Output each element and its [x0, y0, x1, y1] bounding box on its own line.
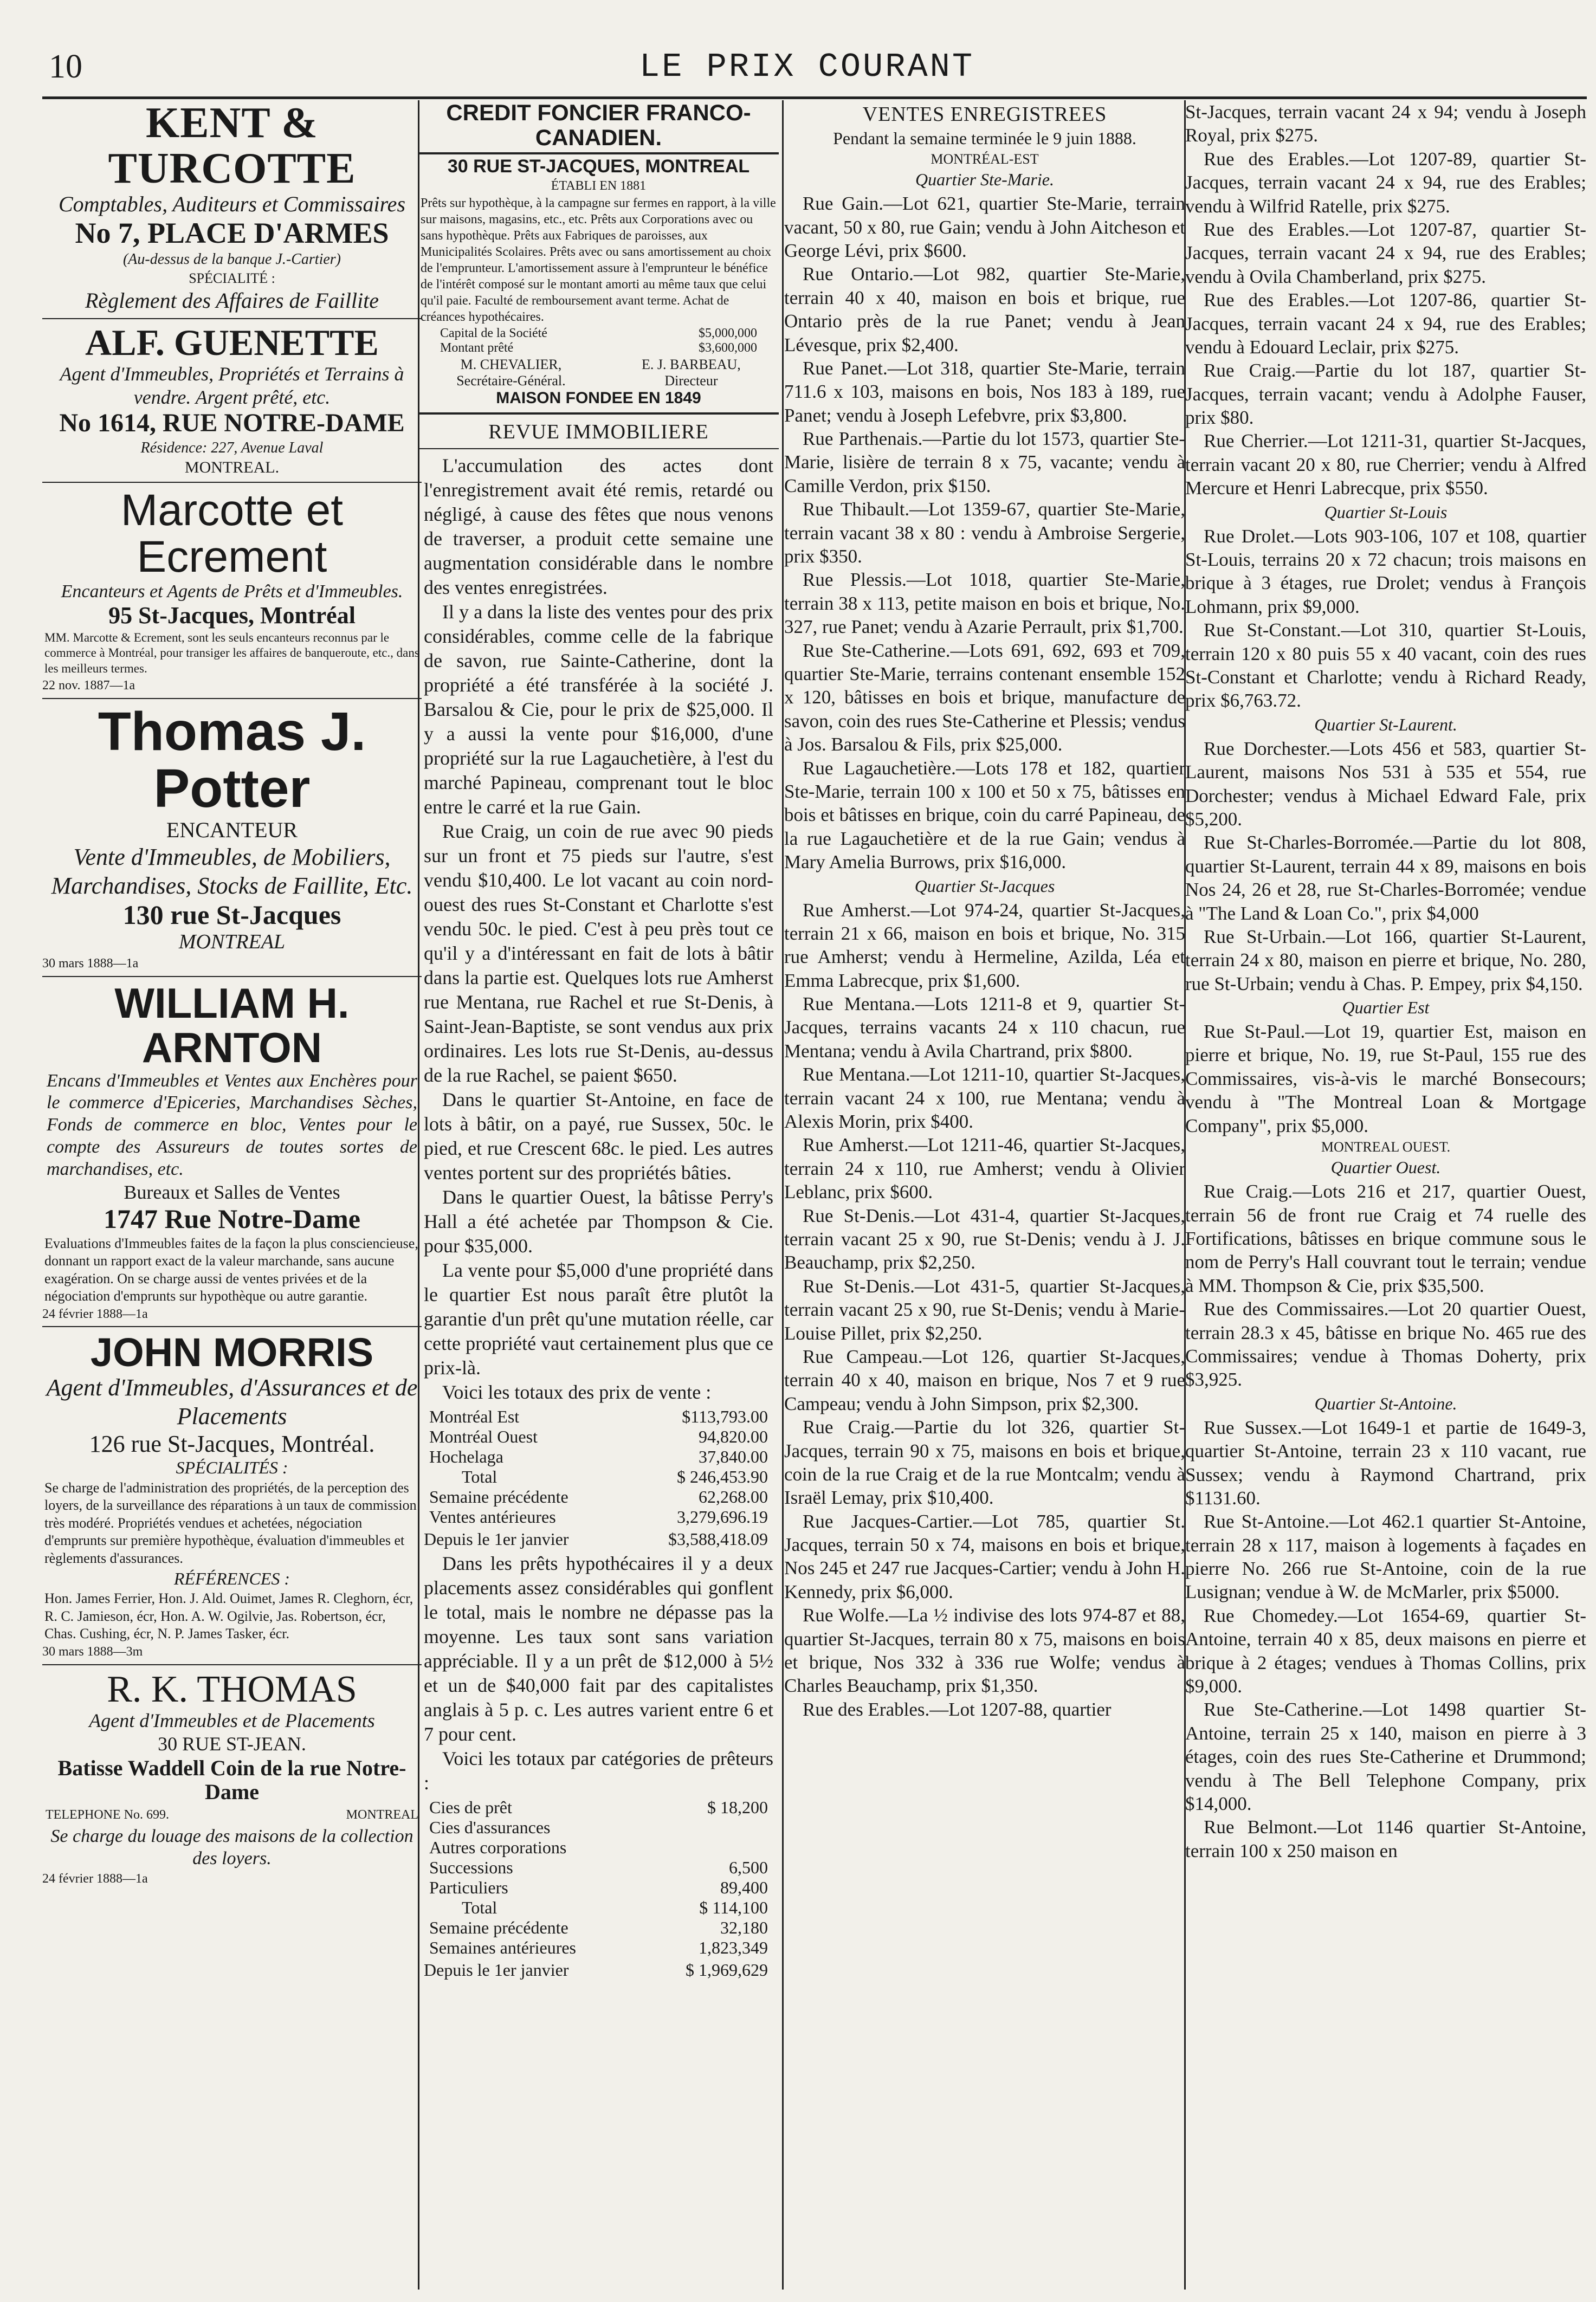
sale-entry: Rue Ste-Catherine.—Lot 1498 quartier St-Antoine, terrain 25 x 140, maison en pierre à 3 étages, coin des rues Ste-Catherine et Drummond; vendu à The Bell Telephone Company, prix $14,000.	[1185, 1699, 1586, 1814]
row-value: 32,180	[720, 1917, 768, 1937]
ad-capital-table	[440, 326, 757, 355]
table-row	[429, 1487, 768, 1507]
signature-1-role: Secrétaire-Général.	[456, 372, 566, 389]
row-value: 3,279,696.19	[677, 1506, 768, 1527]
sale-entry: Rue Amherst.—Lot 974-24, quartier St-Jacques, terrain 21 x 66, maison en bois et brique, No. 315 rue Amherst; vendu à Hermeline, Azilda, Léa et Emma Labrecque, prix $1,600.	[784, 899, 1185, 991]
row-label: Hochelaga	[429, 1446, 503, 1466]
ad-building: Batisse Waddell Coin de la rue Notre-Dame	[57, 1755, 406, 1804]
divider	[418, 448, 779, 449]
ward-heading: Quartier St-Antoine.	[1314, 1393, 1457, 1413]
divider	[42, 1326, 422, 1327]
ad-marcotte-ecrement	[42, 487, 422, 693]
ward-heading: Quartier Est	[1342, 998, 1430, 1018]
row-value: $ 114,100	[699, 1897, 768, 1917]
lenders-totals-table	[429, 1797, 768, 1958]
sale-entry: Rue Craig.—Lots 216 et 217, quartier Ouest, terrain 56 de front rue Craig et 74 ruelle des Fortifications, bâtisses en brique commune sous le nom de Perry's Hall couvrant tout le terrain; vendue à MM. Thompson & Cie, prix $35,500.	[1185, 1181, 1586, 1296]
sale-entry: Rue St-Antoine.—Lot 462.1 quartier St-Antoine, terrain 28 x 117, maison à logements à façades en pierre No. 266 rue St-Antoine, coin de la rue Lusignan; vendue à W. de McMarler, prix $5000.	[1185, 1511, 1586, 1603]
sale-entry: Rue Mentana.—Lots 1211-8 et 9, quartier St-Jacques, terrains vacants 24 x 110 chacun, rue Mentana; vendu à Avila Chartrand, prix $800.	[784, 993, 1185, 1062]
sale-entry: Rue des Erables.—Lot 1207-87, quartier St-Jacques, terrain vacant 24 x 94, rue des Erables; vendu à Ovila Chamberland, prix $275.	[1185, 218, 1586, 287]
newspaper-title: LE PRIX COURANT	[639, 48, 975, 86]
ad-references-label: RÉFÉRENCES :	[173, 1569, 290, 1589]
article-title: REVUE IMMOBILIERE	[488, 420, 709, 443]
ad-address: 130 rue St-Jacques	[122, 900, 341, 930]
revue-column	[418, 100, 779, 1982]
ad-name: Thomas J. Potter	[98, 701, 366, 819]
district-heading: MONTREAL OUEST.	[1321, 1139, 1451, 1155]
table-row	[429, 1878, 768, 1898]
sale-entry: St-Jacques, terrain vacant 24 x 94; vendu à Joseph Royal, prix $275.	[1185, 101, 1586, 146]
ad-telephone: TELEPHONE No. 699.	[46, 1807, 169, 1822]
row-label: Semaine précédente	[429, 1486, 568, 1506]
row-label: Semaines antérieures	[429, 1937, 576, 1957]
sale-entry: Rue Plessis.—Lot 1018, quartier Ste-Marie, terrain 38 x 113, petite maison en bois et brique, No. 327, rue Panet; vendu à Azarie Perrault, prix $1,700.	[784, 569, 1185, 638]
ad-credit-foncier	[418, 100, 779, 407]
divider	[42, 482, 422, 483]
sale-entry: Rue St-Denis.—Lot 431-4, quartier St-Jacques, terrain vacant 25 x 90, rue St-Denis; vendu à J. J. Beauchamp, prix $2,250.	[784, 1205, 1185, 1273]
ward-heading: Quartier St-Laurent.	[1314, 714, 1457, 734]
sale-entry: Rue Belmont.—Lot 1146 quartier St-Antoine, terrain 100 x 250 maison en	[1185, 1816, 1586, 1861]
ad-speciality: Règlement des Affaires de Faillite	[85, 288, 379, 313]
ward-heading: Quartier St-Louis	[1324, 502, 1448, 522]
sale-entry: Rue Thibault.—Lot 1359-67, quartier Ste-Marie, terrain vacant 38 x 80 : vendu à Ambroise Sergerie, prix $350.	[784, 499, 1185, 567]
article-paragraph: Il y a dans la liste des ventes pour des prix considérables, comme celle de la fabrique de savon, rue Sainte-Catherine, dont la propriété a été transférée à la société J. Barsalou & Cie, pour le prix de $25,000. Il y a aussi la vente pour $16,000, d'une propriété sur la rue Lagauchetière, à l'est du marché Papineau, comprenant tout le bloc entre le carré et la rue Gain.	[424, 600, 773, 818]
row-label: Particuliers	[429, 1877, 508, 1897]
row-label: Autres corporations	[429, 1837, 567, 1857]
row-label: Montréal Est	[429, 1406, 520, 1426]
article-paragraph: Dans le quartier St-Antoine, en face de lots à bâtir, on a payé, rue Sussex, 50c. le pied, et rue Crescent 68c. le pied. Les autres ventes portent sur des propriétés bâties.	[424, 1088, 773, 1184]
row-label: Ventes antérieures	[429, 1506, 556, 1527]
ad-subtitle: Agent d'Immeubles, d'Assurances et de Placements	[46, 1374, 418, 1430]
ad-body: Evaluations d'Immeubles faites de la façon la plus consciencieuse, donnant un rapport exact de la valeur marchande, sans aucune exagération. On se charge aussi de ventes privées et de la négociation d'emprunts sur hypothèque ou autre garantie.	[44, 1235, 418, 1304]
row-label: Montréal Ouest	[429, 1426, 538, 1446]
article-paragraph: Dans les prêts hypothécaires il y a deux placements assez considérables qui gonflent le total, mais le nombre ne dépasse pas la moyenne. Les taux sont sans variation appréciable. Il y a un prêt de $12,000 à 5½ et un de $40,000 fait par des capitalistes anglais à 5 p. c. Les autres varient entre 6 et 7 pour cent.	[424, 1552, 773, 1745]
sales-list	[1185, 1416, 1586, 1863]
ad-address: 95 St-Jacques, Montréal	[108, 602, 356, 629]
ad-william-arnton	[42, 981, 422, 1322]
divider	[42, 698, 422, 699]
ad-thomas-potter	[42, 703, 422, 972]
table-row	[429, 1938, 768, 1958]
table-row	[429, 1818, 768, 1838]
sale-entry: Rue Ste-Catherine.—Lots 691, 692, 693 et 709, quartier Ste-Marie, terrains contenant ensemble 152 x 120, bâtisses en bois et brique, manufacture de savon, coin des rues Ste-Catherine et Plessis; vendus à Jos. Barsalou & Fils, prix $25,000.	[784, 639, 1185, 755]
ad-contact-row	[46, 1806, 418, 1824]
signature-1: M. CHEVALIER,	[460, 356, 562, 372]
row-value: 6,500	[729, 1857, 768, 1877]
ad-address: No 1614, RUE NOTRE-DAME	[59, 408, 405, 437]
ad-note: (Au-dessus de la banque J.-Cartier)	[122, 251, 341, 268]
table-row	[429, 1507, 768, 1527]
ad-body: Se charge du louage des maisons de la collection des loyers.	[50, 1826, 413, 1869]
ad-subtitle: Vente d'Immeubles, de Mobiliers, Marchandises, Stocks de Faillite, Etc.	[51, 843, 413, 899]
row-value: $ 18,200	[707, 1797, 768, 1817]
ad-body: MM. Marcotte & Ecrement, sont les seuls encanteurs reconnus par le commerce à Montréal, pour transiger les affaires de banqueroute, etc., dans les meilleurs termes.	[44, 630, 419, 676]
ad-date: 24 février 1888—1a	[42, 1307, 148, 1321]
row-label: Depuis le 1er janvier	[424, 1529, 569, 1549]
sale-entry: Rue Panet.—Lot 318, quartier Ste-Marie, terrain 711.6 x 103, maisons en bois, Nos 183 à 189, rue Panet; vendu à Joseph Lefebvre, prix $3,800.	[784, 357, 1185, 426]
sales-column	[784, 100, 1185, 1721]
sale-entry: Rue Cherrier.—Lot 1211-31, quartier St-Jacques, terrain vacant 20 x 80, rue Cherrier; vendu à Alfred Mercure et Henri Labrecque, prix $550.	[1185, 430, 1586, 499]
table-row	[429, 1898, 768, 1918]
article-paragraph: Rue Craig, un coin de rue avec 90 pieds sur un front et 75 pieds sur l'autre, s'est vendu $10,400. Le lot vacant au coin nord-ouest des rues St-Constant et Charlotte s'est vendu 50c. le pied. C'est à peu près tout ce qu'il y a d'intéressant en fait de lots à bâtir dans la partie est. Quelques lots rue Amherst rue Mentana, rue Rachel et rue St-Denis, à Saint-Jean-Baptiste, se sont vendus aux prix ordinaires. Les lots rue St-Denis, au-dessus de la rue Rachel, se paient $650.	[424, 820, 773, 1086]
ad-role: ENCANTEUR	[166, 817, 298, 842]
row-value: $ 1,969,629	[686, 1960, 768, 1980]
row-value: 62,268.00	[699, 1486, 768, 1506]
ad-subtitle: Encans d'Immeubles et Ventes aux Enchères pour le commerce d'Epiceries, Marchandises Sèches, Fonds de commerce en bloc, Ventes pour le compte des Assureurs de toutes sortes de marchandises, etc.	[47, 1070, 417, 1179]
ad-subtitle: Comptables, Auditeurs et Commissaires	[58, 192, 406, 216]
ad-city: MONTREAL	[178, 930, 286, 954]
ad-references: Hon. James Ferrier, Hon. J. Ald. Ouimet, James R. Cleghorn, écr, R. C. Jamieson, écr, Hon. A. W. Ogilvie, Jas. Robertson, écr, Chas. Cushing, écr, N. P. James Tasker, écr.	[44, 1590, 413, 1642]
page-number: 10	[49, 48, 82, 85]
row-label: Cies d'assurances	[429, 1817, 551, 1837]
row-value: $ 246,453.90	[677, 1466, 768, 1486]
ad-address: 1747 Rue Notre-Dame	[104, 1203, 360, 1234]
ad-guenette	[42, 324, 422, 477]
district-heading: MONTRÉAL-EST	[931, 151, 1039, 167]
sale-entry: Rue St-Charles-Borromée.—Partie du lot 808, quartier St-Laurent, terrain 44 x 89, maisons en bois Nos 24, 26 et 28, rue St-Charles-Borromée; vendue à "The Land & Loan Co.", prix $4,000	[1185, 832, 1586, 924]
ad-name: Marcotte et Ecrement	[120, 486, 344, 582]
ad-founded: MAISON FONDEE EN 1849	[496, 389, 701, 407]
sale-entry: Rue Gain.—Lot 621, quartier Ste-Marie, terrain vacant, 50 x 80, rue Gain; vendu à John Aitcheson et George Lévi, prix $600.	[784, 193, 1185, 261]
ad-signatures	[418, 357, 779, 389]
ad-body: Prêts sur hypothèque, à la campagne sur fermes en rapport, à la ville sur maisons, magasins, etc., etc. Prêts aux Corporations avec ou sans hypothèque. Prêts aux Fabriques de paroisses, aux Municipalités Scolaires. Prêts avec ou sans amortissement au choix de l'emprunteur. L'amortissement assure à l'emprunteur le bénéfice de l'intérêt composé sur le montant amorti au même taux que celui qu'il paie. Faculté de remboursement avant terme. Achat de créances hypothécaires.	[421, 196, 776, 324]
sale-entry: Rue St-Urbain.—Lot 166, quartier St-Laurent, terrain 24 x 80, maison en pierre et brique, No. 280, rue St-Urbain; vendu à Chas. P. Empey, prix $4,150.	[1185, 926, 1586, 994]
ad-speciality-label: SPÉCIALITÉ :	[189, 270, 275, 286]
ad-body: Se charge de l'administration des propriétés, de la perception des loyers, de la surveillance des réparations à un taux de commission très modéré. Propriétés vendues et achetées, négociation d'emprunts sur première hypothèque, évaluation d'immeubles et règlements d'assurances.	[44, 1479, 417, 1566]
sale-entry: Rue Craig.—Partie du lot 187, quartier St-Jacques, terrain vacant; vendu à Adolphe Fauser, prix $80.	[1185, 360, 1586, 429]
sale-entry: Rue Amherst.—Lot 1211-46, quartier St-Jacques, terrain 24 x 110, rue Amherst; vendu à Olivier Leblanc, prix $600.	[784, 1134, 1185, 1203]
ad-name: ALF. GUENETTE	[85, 322, 379, 364]
ad-speciality-label: SPÉCIALITÉS :	[176, 1458, 288, 1478]
ad-name: WILLIAM H. ARNTON	[114, 979, 350, 1071]
table-row	[429, 1447, 768, 1467]
sales-list	[1185, 100, 1586, 500]
sale-entry: Rue des Erables.—Lot 1207-88, quartier	[803, 1698, 1112, 1720]
table-row	[429, 1427, 768, 1447]
row-label: Total	[462, 1466, 497, 1486]
table-row	[429, 1797, 768, 1818]
sale-entry: Rue St-Denis.—Lot 431-5, quartier St-Jacques, terrain vacant 25 x 90, rue St-Denis; vendu à Marie-Louise Pillet, prix $2,250.	[784, 1275, 1185, 1344]
divider	[42, 976, 422, 977]
lenders-total-year	[424, 1960, 768, 1980]
sale-entry: Rue Jacques-Cartier.—Lot 785, quartier St. Jacques, terrain 50 x 74, maisons en bois et brique, Nos 245 et 247 rue Jacques-Cartier; vendu à John H. Kennedy, prix $6,000.	[784, 1510, 1185, 1602]
sale-entry: Rue Campeau.—Lot 126, quartier St-Jacques, terrain 40 x 40, maison en brique, Nos 7 et 9 rue Campeau; vendu à John Simpson, prix $2,300.	[784, 1346, 1185, 1414]
paid-label: Montant prêté	[440, 340, 514, 355]
sale-entry: Rue Chomedey.—Lot 1654-69, quartier St-Antoine, terrain 40 x 85, deux maisons en pierre et brique à 2 étages; vendues à Thomas Collins, prix $9,000.	[1185, 1605, 1586, 1697]
column-rule-2	[782, 100, 784, 2290]
sales-column-continued	[1185, 100, 1586, 1863]
sale-entry: Rue des Commissaires.—Lot 20 quartier Ouest, terrain 28.3 x 45, bâtisse en brique No. 465 rue des Commissaires; vendue à Thomas Doherty, prix $3,925.	[1185, 1298, 1586, 1391]
sale-entry: Rue Wolfe.—La ½ indivise des lots 974-87 et 88, quartier St-Jacques, terrain 80 x 75, maisons en bois et brique, Nos 332 à 336 rue Wolfe; vendus à Charles Beauchamp, prix $1,350.	[784, 1605, 1185, 1697]
paid-value: $3,600,000	[699, 340, 757, 355]
ad-name: CREDIT FONCIER FRANCO-CANADIEN.	[446, 100, 751, 151]
row-value: $3,588,418.09	[668, 1529, 768, 1549]
table-row	[429, 1858, 768, 1878]
row-value: $113,793.00	[682, 1406, 768, 1426]
row-label: Semaine précédente	[429, 1917, 568, 1937]
ad-subtitle: Agent d'Immeubles, Propriétés et Terrains à vendre. Argent prêté, etc.	[60, 363, 404, 408]
table-row	[429, 1838, 768, 1858]
row-value: 94,820.00	[699, 1426, 768, 1446]
sale-entry: Rue St-Constant.—Lot 310, quartier St-Louis, terrain 120 x 80 puis 55 x 40 vacant, coin des rues St-Constant et Charlotte; vendu à Richard Ready, prix $6,763.72.	[1185, 619, 1586, 712]
article-paragraph: Voici les totaux par catégories de prêteurs :	[424, 1747, 773, 1794]
page-header	[0, 0, 1596, 98]
ad-date: 30 mars 1888—3m	[42, 1644, 143, 1659]
signature-2: E. J. BARBEAU,	[642, 356, 741, 372]
ad-name: JOHN MORRIS	[90, 1330, 374, 1375]
sale-entry: Rue Ontario.—Lot 982, quartier Ste-Marie, terrain 40 x 40, maison en bois et brique, rue Ontario près de la rue Panet; vendu à Jean Lévesque, prix $2,400.	[784, 263, 1185, 355]
ad-subtitle: Agent d'Immeubles et de Placements	[89, 1710, 375, 1732]
ad-address: 30 RUE ST-JEAN.	[158, 1733, 306, 1755]
ad-name: R. K. THOMAS	[107, 1668, 357, 1710]
row-label: Successions	[429, 1857, 513, 1877]
sale-entry: Rue Lagauchetière.—Lots 178 et 182, quartier Ste-Marie, terrain 100 x 100 et 50 x 75, bâtisses en bois et bâtisses en brique, coin du carré Papineau, de la rue Lagauchetière et de la rue Gain; vendus à Mary Amelia Burrows, prix $16,000.	[784, 757, 1185, 873]
ad-bureau: Bureaux et Salles de Ventes	[124, 1181, 340, 1203]
sales-totals-table	[429, 1407, 768, 1527]
divider	[418, 152, 779, 154]
ad-name: KENT & TURCOTTE	[108, 100, 356, 192]
sales-list	[1185, 525, 1586, 713]
divider	[42, 318, 422, 319]
sales-total-year	[424, 1529, 768, 1549]
ad-residence: Résidence: 227, Avenue Laval	[140, 439, 324, 456]
ad-city: MONTREAL.	[184, 458, 280, 477]
ad-john-morris	[42, 1331, 422, 1659]
ad-kent-turcotte	[42, 100, 422, 314]
section-title: VENTES ENREGISTREES	[862, 103, 1107, 126]
sale-entry: Rue Parthenais.—Partie du lot 1573, quartier Ste-Marie, lisière de terrain 8 x 75, vacante; vendu à Camille Verdon, prix $150.	[784, 428, 1185, 496]
table-row	[429, 1918, 768, 1938]
article-paragraph: Voici les totaux des prix de vente :	[442, 1381, 712, 1403]
table-row	[429, 1407, 768, 1427]
sales-list	[1185, 1020, 1586, 1137]
article-body	[424, 454, 773, 1405]
sale-entry: Rue des Erables.—Lot 1207-86, quartier St-Jacques, terrain vacant 24 x 94, rue des Erables; vendu à Edouard Leclair, prix $275.	[1185, 289, 1586, 358]
sale-entry: Rue Craig.—Partie du lot 326, quartier St-Jacques, terrain 90 x 75, maisons en bois et brique, coin de la rue Craig et de la rue Montcalm; vendu à Israël Lemay, prix $10,400.	[784, 1417, 1185, 1509]
ad-established: ÉTABLI EN 1881	[551, 178, 647, 193]
sales-list	[784, 192, 1185, 874]
ad-subtitle: Encanteurs et Agents de Prêts et d'Immeubles.	[61, 581, 403, 602]
sale-entry: Rue Mentana.—Lot 1211-10, quartier St-Jacques, terrain vacant 24 x 100, rue Mentana; vendu à Alexis Morin, prix $400.	[784, 1064, 1185, 1133]
row-label: Depuis le 1er janvier	[424, 1960, 569, 1980]
capital-label: Capital de la Société	[440, 326, 547, 340]
article-paragraph: Dans le quartier Ouest, la bâtisse Perry's Hall a été achetée par Thompson & Cie. pour $35,000.	[424, 1186, 773, 1257]
divider	[418, 412, 779, 415]
ad-city: MONTREAL	[346, 1807, 418, 1822]
sales-list	[1185, 737, 1586, 995]
ad-date: 22 nov. 1887—1a	[42, 678, 135, 693]
row-label: Cies de prêt	[429, 1797, 512, 1817]
sales-list	[1185, 1180, 1586, 1392]
table-row	[429, 1467, 768, 1487]
advertisements-column	[42, 100, 422, 1888]
row-label: Total	[462, 1897, 497, 1917]
sales-list	[784, 898, 1185, 1722]
ad-address: 30 RUE ST-JACQUES, MONTREAL	[447, 156, 750, 177]
ward-heading: Quartier Ouest.	[1330, 1158, 1441, 1178]
row-value: 89,400	[720, 1877, 768, 1897]
section-intro: Pendant la semaine terminée le 9 juin 1888.	[833, 128, 1136, 148]
signature-2-role: Directeur	[664, 372, 718, 389]
ad-rk-thomas	[42, 1670, 422, 1887]
row-value: 37,840.00	[699, 1446, 768, 1466]
ad-date: 24 février 1888—1a	[42, 1872, 148, 1886]
ward-heading: Quartier St-Jacques	[914, 876, 1055, 896]
capital-value: $5,000,000	[699, 326, 757, 340]
sale-entry: Rue Dorchester.—Lots 456 et 583, quartier St-Laurent, maisons Nos 531 à 535 et 554, rue Dorchester; vendus à Michael Edward Fale, prix $5,200.	[1185, 738, 1586, 830]
ward-heading: Quartier Ste-Marie.	[915, 170, 1054, 190]
sale-entry: Rue Sussex.—Lot 1649-1 et partie de 1649-3, quartier St-Antoine, terrain 23 x 110 vacant, rue Sussex; vendu à Raymond Chartrand, prix $1131.60.	[1185, 1417, 1586, 1509]
article-body-2	[424, 1551, 773, 1795]
sale-entry: Rue des Erables.—Lot 1207-89, quartier St-Jacques, terrain vacant 24 x 94, rue des Erables; vendu à Wilfrid Ratelle, prix $275.	[1185, 148, 1586, 217]
article-paragraph: L'accumulation des actes dont l'enregistrement avait été remis, retardé ou négligé, à cause des fêtes que nous venons de traverser, a produit cette semaine une augmentation considérable dans le nombre des ventes enregistrées.	[424, 454, 773, 598]
divider	[42, 1664, 422, 1665]
sale-entry: Rue Drolet.—Lots 903-106, 107 et 108, quartier St-Louis, terrains 20 x 72 chacun; trois maisons en brique à 3 étages, rue Drolet; vendus à François Lohmann, prix $9,000.	[1185, 525, 1586, 617]
ad-address: 126 rue St-Jacques, Montréal.	[89, 1430, 375, 1457]
sale-entry: Rue St-Paul.—Lot 19, quartier Est, maison en pierre et brique, No. 19, rue St-Paul, 155 rue des Commissaires, vis-à-vis le marché Bonsecours; vendu à "The Montreal Loan & Mortgage Company", prix $5,000.	[1185, 1021, 1586, 1136]
ad-address: No 7, PLACE D'ARMES	[75, 217, 389, 249]
ad-date: 30 mars 1888—1a	[42, 956, 139, 971]
article-paragraph: La vente pour $5,000 d'une propriété dans le quartier Est nous paraît être plutôt la garantie d'un prêt qu'une mutation réelle, car cette propriété vaut certainement plus que ce prix-là.	[424, 1259, 773, 1379]
row-value: 1,823,349	[699, 1937, 768, 1957]
header-rule	[42, 96, 1587, 99]
